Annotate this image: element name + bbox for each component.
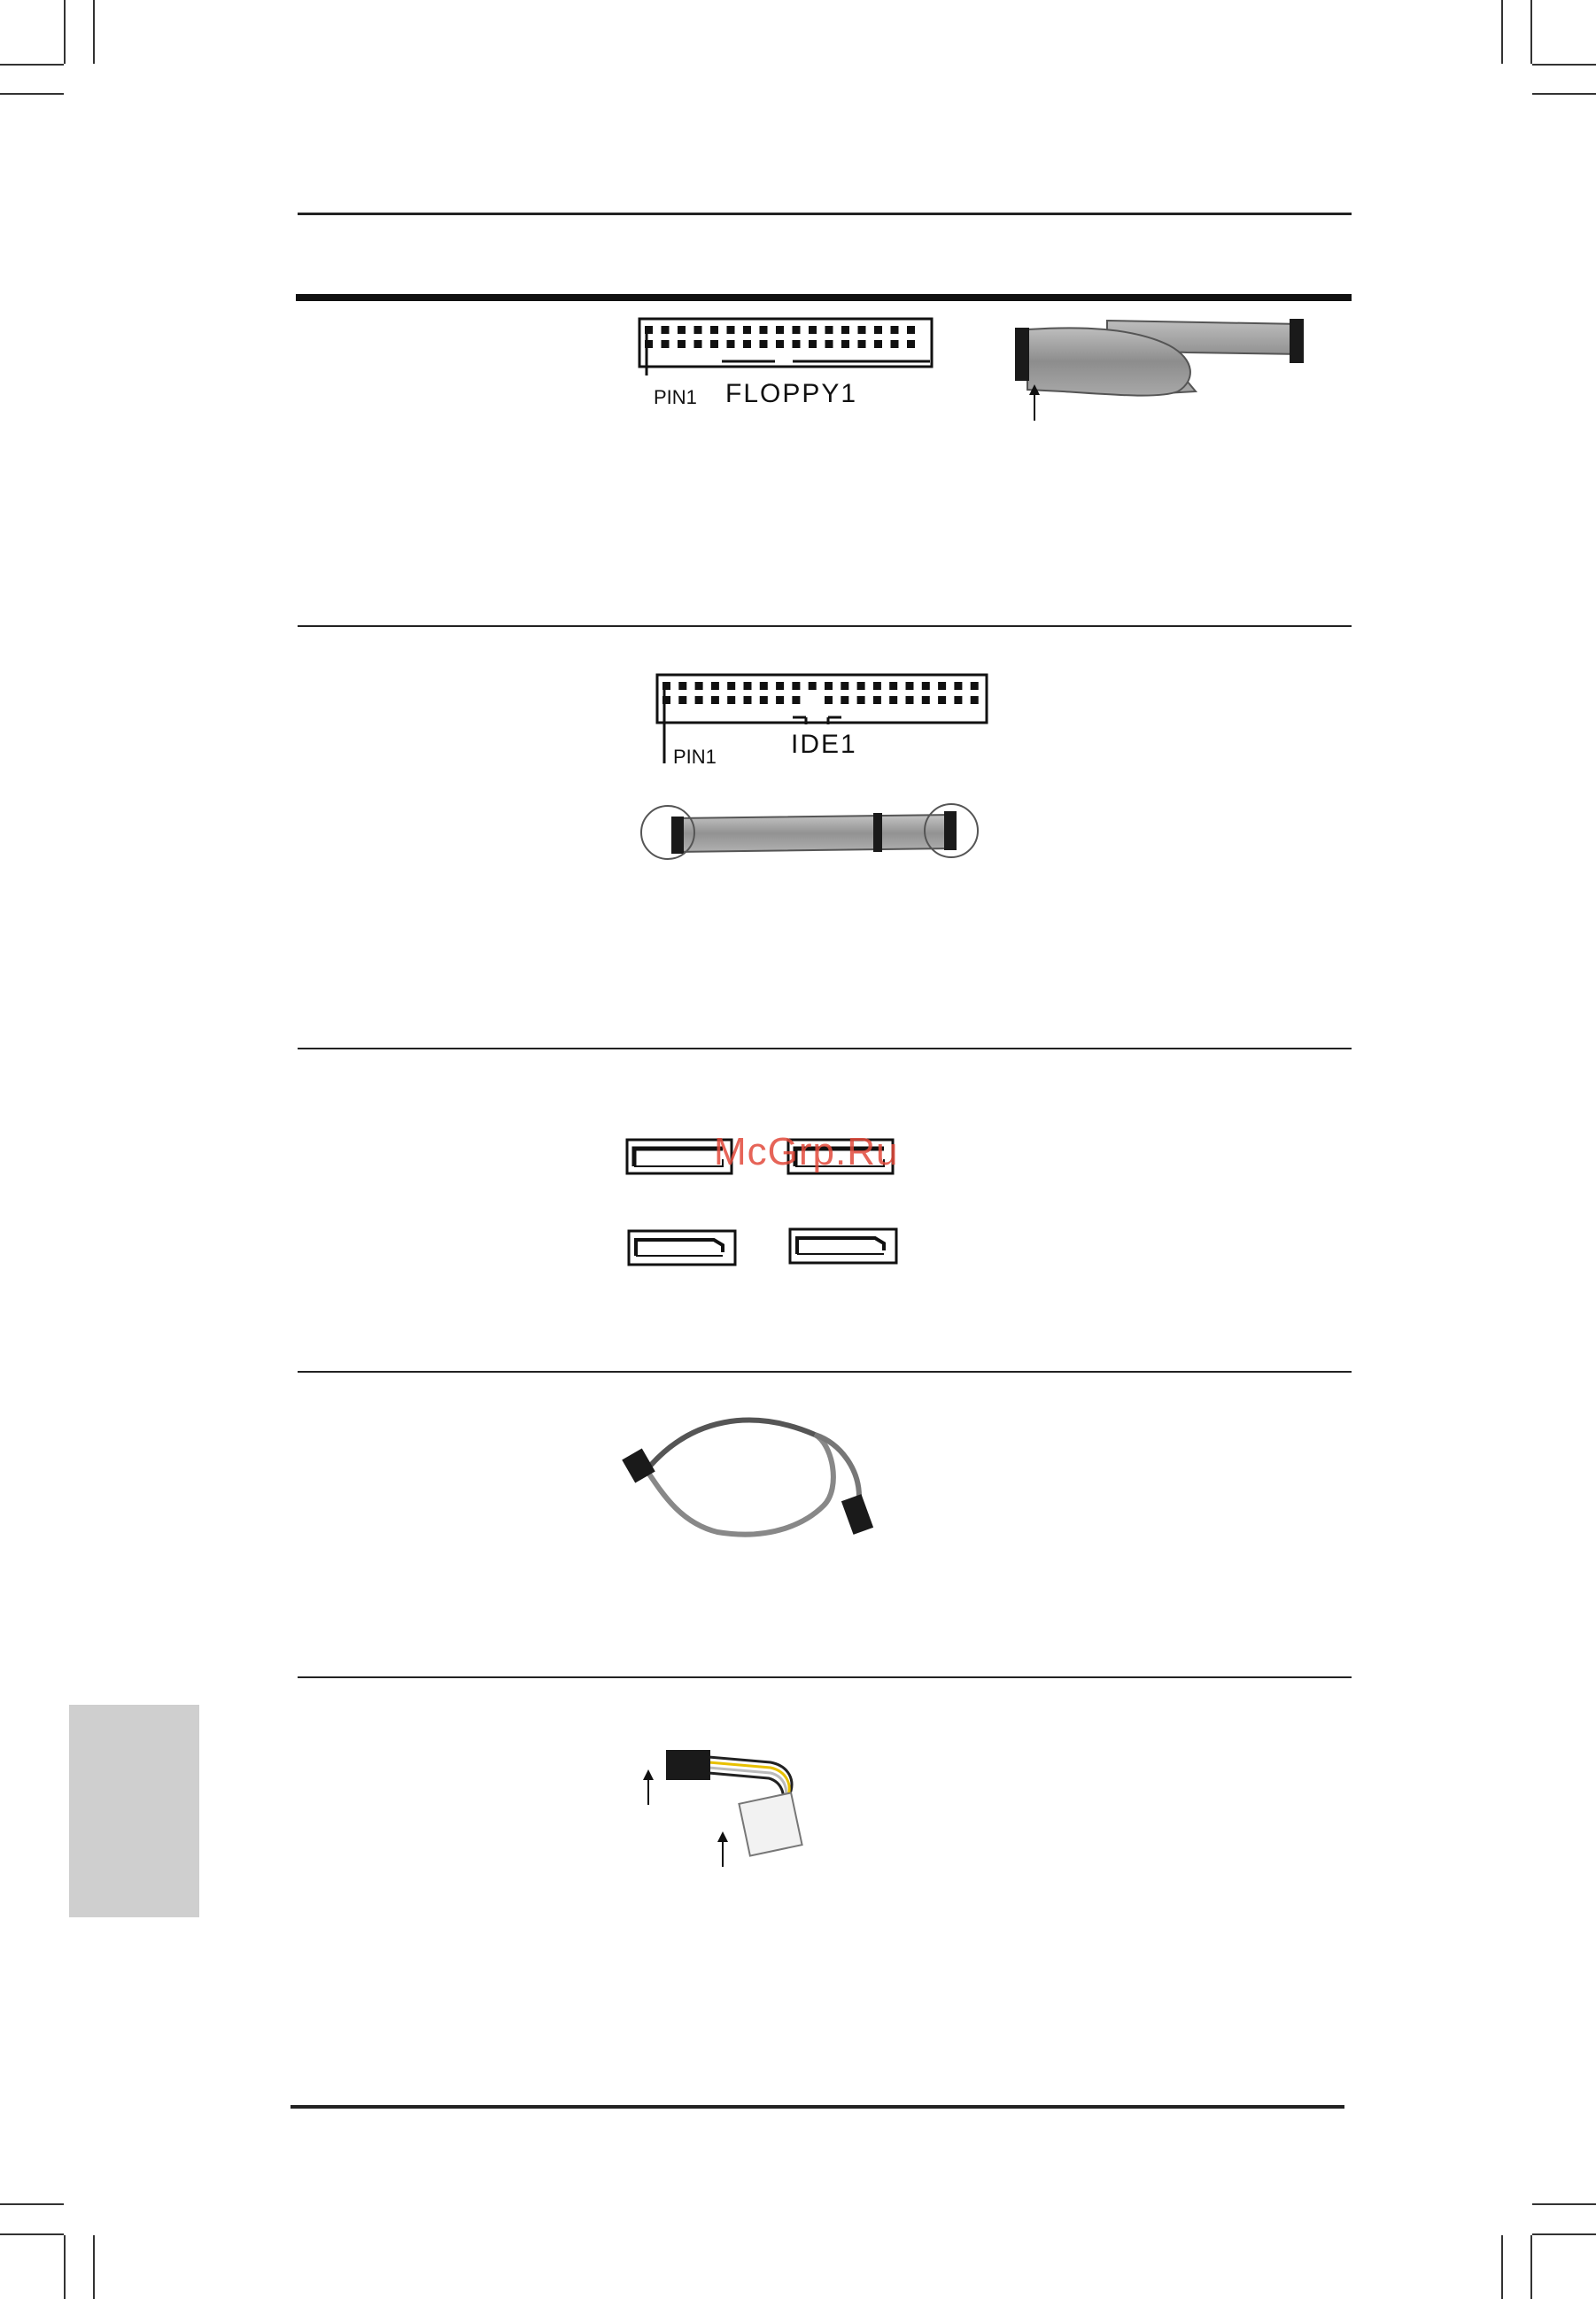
ide-pin-grid	[662, 682, 979, 704]
connector-pin	[907, 326, 915, 334]
connector-pin	[727, 682, 735, 690]
connector-pin	[809, 340, 817, 348]
connector-pin	[744, 682, 752, 690]
floppy-connector-diagram	[638, 317, 934, 379]
floppy-pin1-label: PIN1	[654, 386, 697, 408]
connector-pin	[744, 696, 752, 704]
crop-mark-tl-v	[64, 0, 66, 64]
connector-pin	[954, 682, 962, 690]
connector-pin	[809, 682, 817, 690]
connector-pin	[727, 696, 735, 704]
crop-mark-bl-h	[0, 2203, 64, 2205]
side-tab	[69, 1705, 199, 1917]
crop-mark-tl-h	[0, 64, 64, 66]
crop-mark-bl-v2	[93, 2235, 95, 2299]
molex-connector	[739, 1792, 802, 1855]
connector-pin	[938, 682, 946, 690]
connector-pin	[874, 326, 882, 334]
connector-pin	[776, 682, 784, 690]
connector-pin	[711, 682, 719, 690]
connector-pin	[874, 340, 882, 348]
footer-rule	[291, 2105, 1344, 2109]
connector-pin	[857, 696, 865, 704]
connector-pin	[922, 682, 930, 690]
connector-pin	[678, 682, 686, 690]
connector-pin	[938, 696, 946, 704]
connector-pin	[760, 326, 768, 334]
floppy-ribbon-cable-image	[1010, 310, 1311, 425]
connector-pin	[858, 340, 866, 348]
connector-pin	[776, 696, 784, 704]
floppy-cable-connector-left	[1015, 328, 1029, 381]
section-rule-power-cable	[298, 1676, 1352, 1678]
connector-pin	[695, 696, 703, 704]
connector-pin	[694, 340, 702, 348]
crop-mark-tl-h2	[0, 93, 64, 95]
connector-pin	[727, 340, 735, 348]
crop-mark-bl-v	[64, 2235, 66, 2299]
connector-pin	[889, 682, 897, 690]
connector-pin	[825, 340, 833, 348]
sata-connector-4	[788, 1227, 898, 1266]
crop-mark-tr-h	[1532, 64, 1596, 66]
connector-pin	[793, 326, 801, 334]
floppy-connector-label: FLOPPY1	[725, 379, 858, 408]
connector-pin	[694, 326, 702, 334]
crop-mark-br-h2	[1532, 2233, 1596, 2235]
ide-cable-connector-middle	[873, 813, 882, 852]
connector-pin	[743, 340, 751, 348]
connector-pin	[760, 682, 768, 690]
header-rule-thick	[296, 294, 1352, 301]
connector-pin	[841, 682, 848, 690]
connector-pin	[889, 696, 897, 704]
connector-pin	[695, 682, 703, 690]
connector-pin	[891, 326, 899, 334]
crop-mark-tr-v2	[1530, 0, 1532, 64]
floppy-pin-grid	[645, 326, 915, 348]
connector-pin	[678, 696, 686, 704]
ide-cable-connector-right	[944, 811, 957, 850]
watermark-text: McGrp.Ru	[714, 1130, 899, 1173]
connector-pin	[710, 340, 718, 348]
connector-pin	[954, 696, 962, 704]
crop-mark-tl-v2	[93, 0, 95, 64]
connector-pin	[678, 340, 686, 348]
power-arrow-2-head	[717, 1831, 728, 1842]
connector-pin	[841, 696, 848, 704]
connector-pin	[825, 696, 833, 704]
connector-pin	[971, 696, 979, 704]
crop-mark-br-v	[1501, 2235, 1503, 2299]
power-arrow-1-head	[643, 1769, 654, 1780]
connector-pin	[825, 682, 833, 690]
section-rule-ide	[298, 625, 1352, 627]
connector-pin	[662, 326, 670, 334]
connector-pin	[776, 326, 784, 334]
connector-pin	[906, 696, 914, 704]
crop-mark-tr-v	[1501, 0, 1503, 64]
header-rule-thin	[298, 213, 1352, 215]
connector-pin	[710, 326, 718, 334]
connector-pin	[793, 340, 801, 348]
connector-pin	[792, 682, 800, 690]
connector-pin	[662, 340, 670, 348]
floppy-cable-connector-right	[1290, 319, 1304, 363]
connector-pin	[873, 696, 881, 704]
connector-pin	[809, 326, 817, 334]
sata-connector-3	[627, 1229, 737, 1268]
connector-pin	[760, 340, 768, 348]
connector-pin	[743, 326, 751, 334]
connector-pin	[678, 326, 686, 334]
connector-pin	[873, 682, 881, 690]
crop-mark-br-h	[1532, 2203, 1596, 2205]
connector-pin	[857, 682, 865, 690]
ide-pin1-label: PIN1	[673, 746, 717, 768]
connector-pin	[711, 696, 719, 704]
connector-pin	[906, 682, 914, 690]
connector-pin	[841, 340, 849, 348]
connector-pin	[841, 326, 849, 334]
connector-pin	[922, 696, 930, 704]
connector-pin	[825, 326, 833, 334]
sata-power-connector	[666, 1750, 710, 1780]
crop-mark-tr-h2	[1532, 93, 1596, 95]
ide-connector-label: IDE1	[791, 730, 857, 759]
ide-cable-connector-left	[671, 817, 684, 854]
crop-mark-br-v2	[1530, 2235, 1532, 2299]
sata-power-cable-image	[638, 1736, 833, 1873]
connector-pin	[971, 682, 979, 690]
section-rule-sata-cable	[298, 1371, 1352, 1373]
connector-pin	[891, 340, 899, 348]
connector-pin	[760, 696, 768, 704]
connector-pin	[858, 326, 866, 334]
crop-mark-bl-h2	[0, 2233, 64, 2235]
connector-pin	[907, 340, 915, 348]
connector-pin	[727, 326, 735, 334]
section-rule-sata	[298, 1048, 1352, 1049]
ide-connector-outline	[657, 675, 987, 723]
sata-data-cable-image	[611, 1408, 895, 1559]
sata-cable-connector-bottom	[841, 1494, 873, 1535]
connector-pin	[776, 340, 784, 348]
ide-ribbon-cable-image	[639, 797, 985, 868]
connector-pin	[792, 696, 800, 704]
